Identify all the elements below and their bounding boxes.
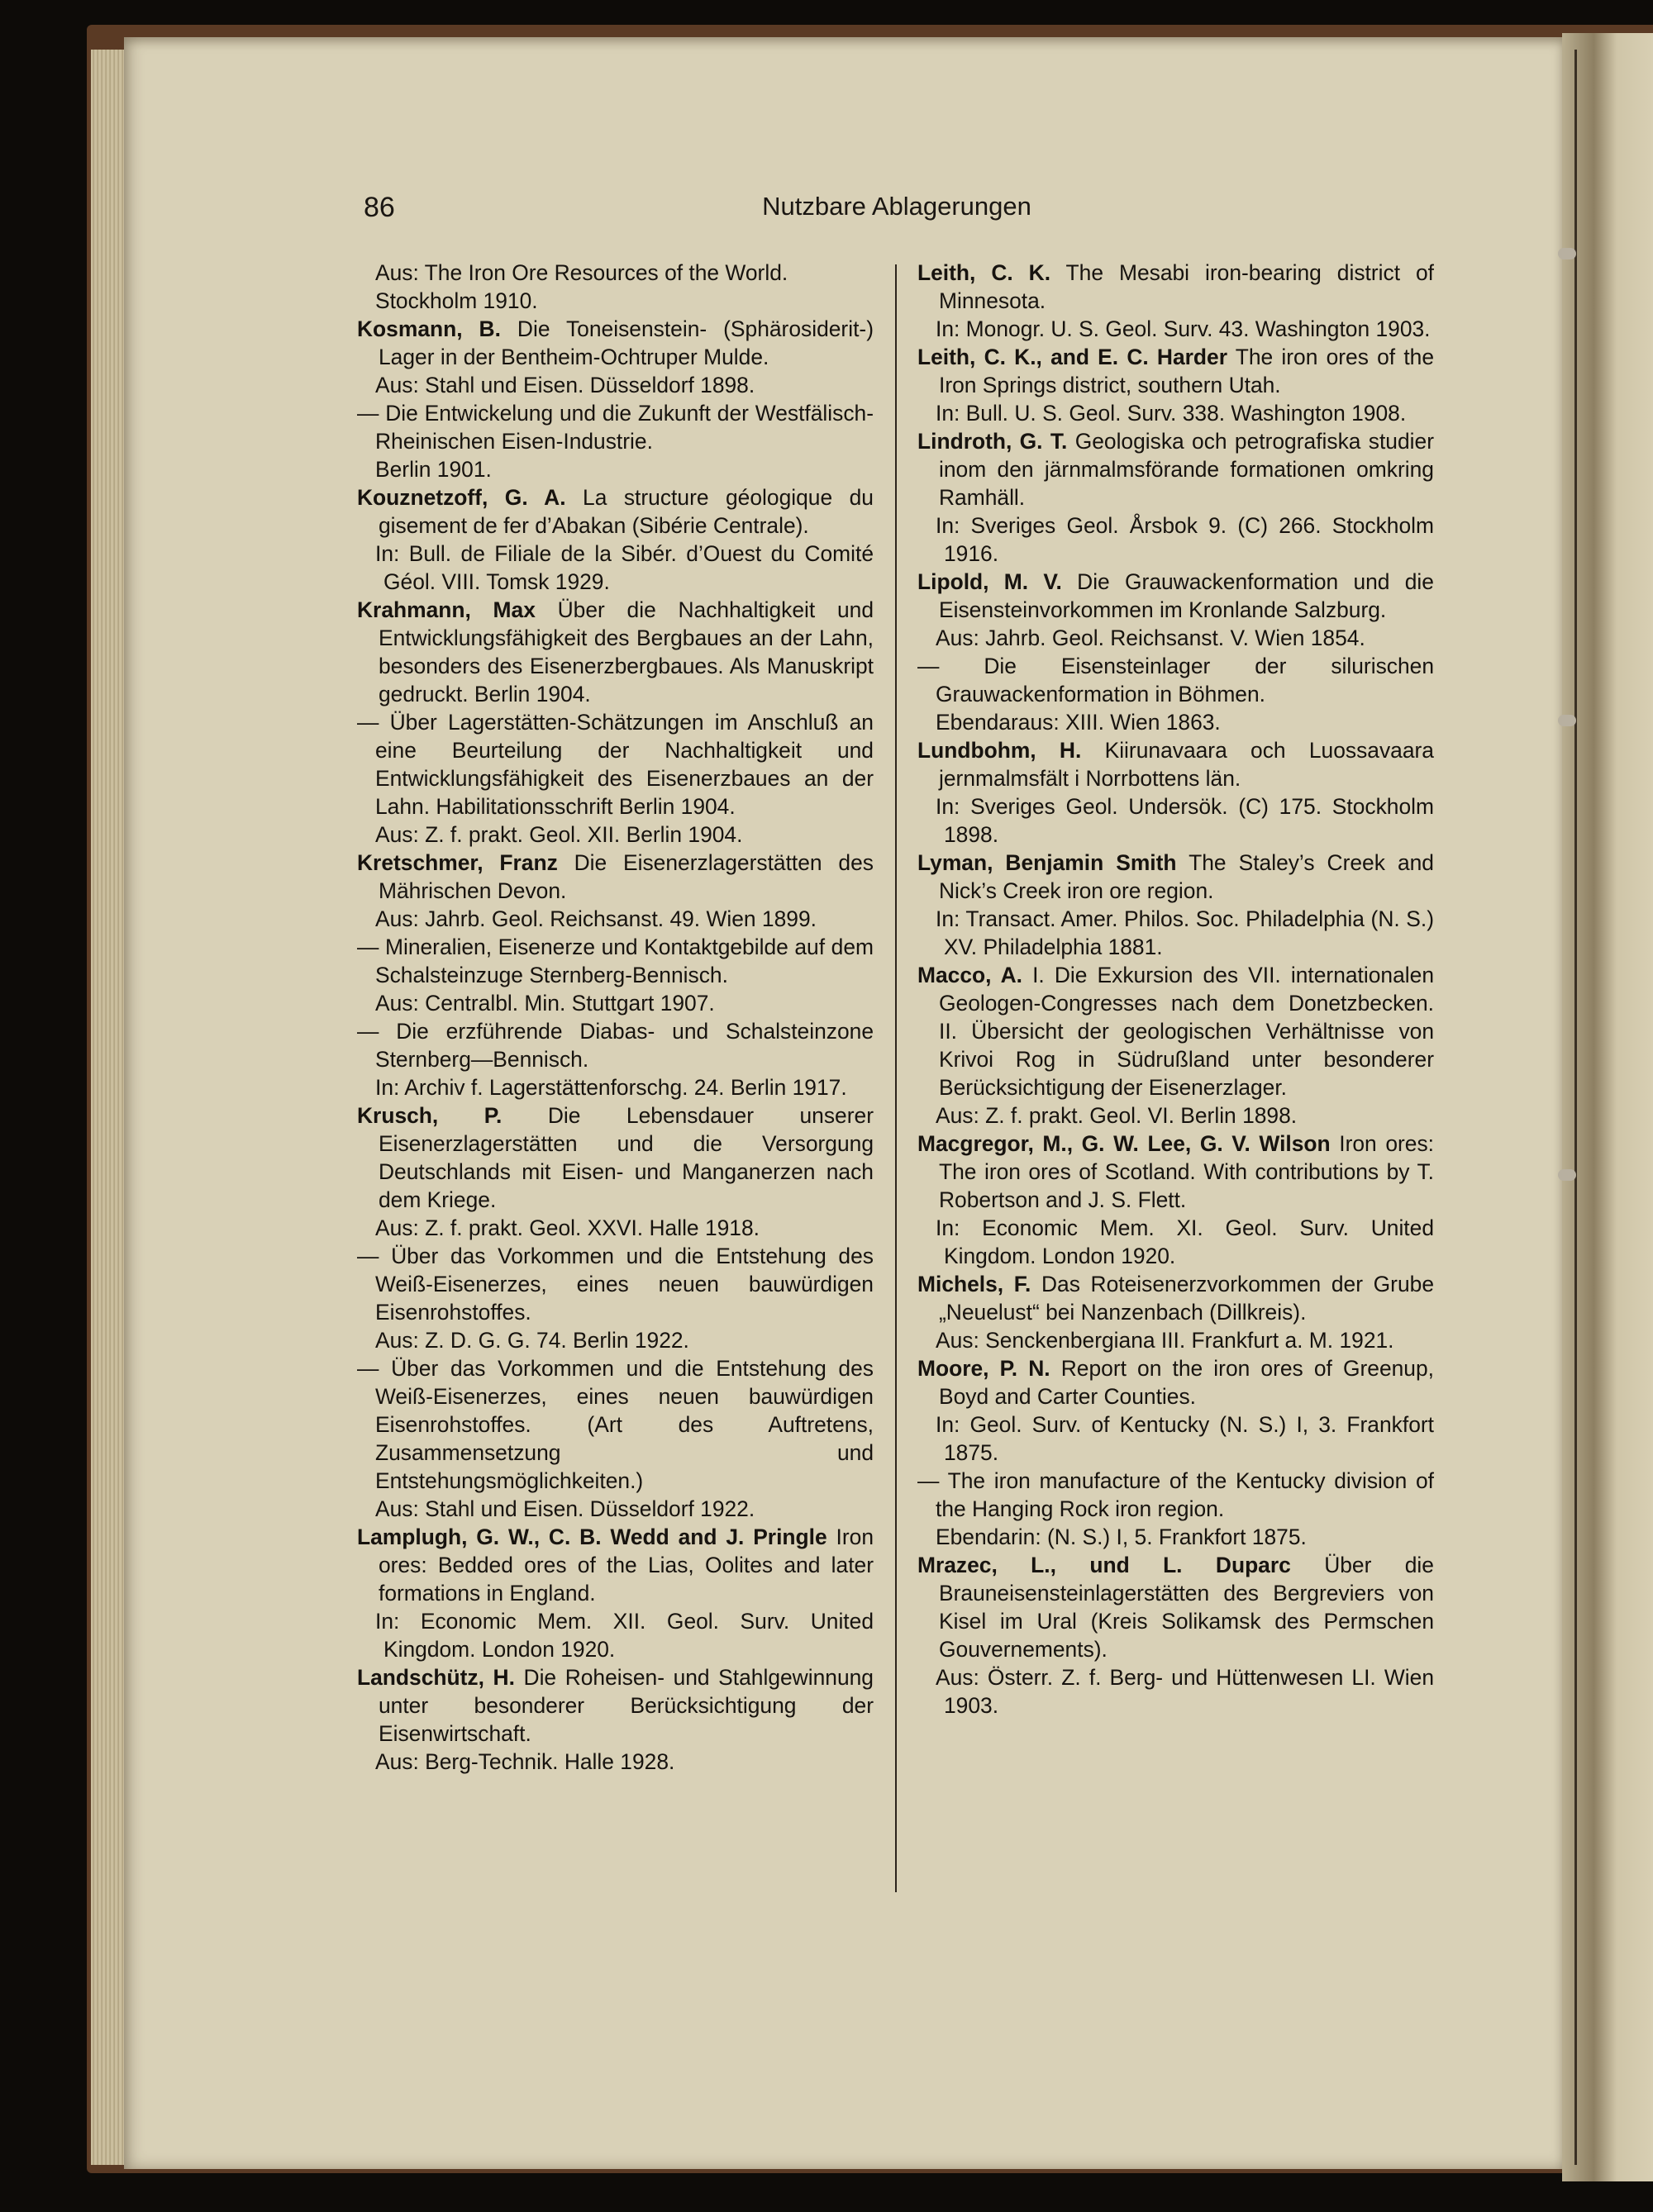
entry-author: Macgregor, M., G. W. Lee, G. V. Wilson <box>917 1131 1331 1156</box>
entry-source: In: Archiv f. Lagerstättenforschg. 24. Berlin 1917. <box>375 1075 847 1100</box>
bibliography-entry <box>917 1551 1434 1663</box>
entry-title: Die Roheisen- und Stahlgewinnung unter besonderer Berücksichtigung der Eisenwirtschaft. <box>379 1665 874 1746</box>
entry-source: In: Bull. U. S. Geol. Surv. 338. Washington 1908. <box>936 401 1407 426</box>
entry-author: Mrazec, L., und L. Duparc <box>917 1553 1291 1577</box>
entry-source: In: Geol. Surv. of Kentucky (N. S.) I, 3. Frankfort 1875. <box>936 1412 1434 1465</box>
entry-title: Das Roteisenerzvorkommen der Grube „Neuelust“ bei Nanzenbach (Dillkreis). <box>939 1272 1434 1325</box>
entry-source: Aus: Österr. Z. f. Berg- und Hüttenwesen LI. Wien 1903. <box>936 1665 1434 1718</box>
entry-title: Die Lebensdauer unserer Eisenerzlagerstätten und die Versorgung Deutschlands mit Eisen- und Manganerzen nach dem Kriege. <box>379 1103 874 1212</box>
entry-author: Kouznetzoff, G. A. <box>357 485 566 510</box>
entry-author: Landschütz, H. <box>357 1665 515 1690</box>
running-title: Nutzbare Ablagerungen <box>762 192 1031 221</box>
gutter-line <box>1574 50 1577 2165</box>
bibliography-entry <box>917 849 1434 905</box>
entry-title: Geologiska och petrografiska studier inom den järnmalmsförande formationen omkring Ramhäll. <box>939 429 1434 510</box>
entry-source: Aus: Centralbl. Min. Stuttgart 1907. <box>375 991 715 1016</box>
entry-source: Berlin 1901. <box>375 457 492 482</box>
bibliography-entry <box>917 259 1434 315</box>
entry-author: Michels, F. <box>917 1272 1031 1296</box>
entry-author: Lyman, Benjamin Smith <box>917 850 1177 875</box>
entry-source: Aus: Z. f. prakt. Geol. XXVI. Halle 1918. <box>375 1215 760 1240</box>
entry-source: Aus: Jahrb. Geol. Reichsanst. V. Wien 1854. <box>936 626 1365 650</box>
entry-title: Über die Brauneisensteinlagerstätten des Bergreviers von Kisel im Ural (Kreis Solikamsk des Permschen Gouvernements). <box>939 1553 1434 1662</box>
entry-title: Über die Nachhaltigkeit und Entwicklungsfähigkeit des Bergbaues an der Lahn, besonders des Eisenerzbergbaues. Als Manuskript gedruckt. Berlin 1904. <box>379 597 874 706</box>
page-number: 86 <box>364 192 395 223</box>
bibliography-entry <box>357 596 874 708</box>
continuation-entry: — Die erzführende Diabas- und Schalsteinzone Sternberg—Bennisch. <box>357 1019 874 1072</box>
entry-title: Die Toneisenstein- (Sphärosiderit-) Lager in der Bentheim-Ochtruper Mulde. <box>379 316 874 369</box>
bibliography-entry <box>357 1663 874 1748</box>
binding-clip <box>1558 248 1576 259</box>
source-line: Aus: The Iron Ore Resources of the World. <box>375 260 788 285</box>
bibliography-entry <box>917 1130 1434 1214</box>
entry-title: The Mesabi iron-bearing district of Minnesota. <box>939 260 1434 313</box>
bibliography-entry <box>917 427 1434 511</box>
entry-author: Lindroth, G. T. <box>917 429 1068 454</box>
bibliography-entry <box>917 343 1434 399</box>
continuation-entry: — Die Entwickelung und die Zukunft der Westfälisch-Rheinischen Eisen-Industrie. <box>357 401 874 454</box>
page-header <box>364 192 1430 233</box>
entry-author: Kretschmer, Franz <box>357 850 558 875</box>
entry-title: Die Eisenerzlagerstätten des Mährischen Devon. <box>379 850 874 903</box>
entry-source: In: Economic Mem. XI. Geol. Surv. United Kingdom. London 1920. <box>936 1215 1434 1268</box>
entry-source: In: Economic Mem. XII. Geol. Surv. United Kingdom. London 1920. <box>375 1609 874 1662</box>
entry-title: The iron ores of the Iron Springs district, southern Utah. <box>939 345 1435 397</box>
entry-title: Die Grauwackenformation und die Eisensteinvorkommen im Kronlande Salzburg. <box>939 569 1434 622</box>
bibliography-entry <box>917 1270 1434 1326</box>
entry-author: Krahmann, Max <box>357 597 536 622</box>
entry-source: Aus: Z. f. prakt. Geol. XII. Berlin 1904. <box>375 822 743 847</box>
entry-author: Lipold, M. V. <box>917 569 1062 594</box>
bibliography-entry <box>357 1101 874 1214</box>
binding-clip <box>1558 715 1576 726</box>
entry-author: Krusch, P. <box>357 1103 503 1128</box>
entry-title: I. Die Exkursion des VII. internationalen Geologen-Congresses nach dem Donetzbecken. II. Übersicht der geologischen Verhältnisse von Krivoi Rog in Südrußland unter besonderer Berücksichtigung der Eisenerzlager. <box>939 963 1434 1100</box>
bibliography-entry <box>917 1354 1434 1410</box>
entry-title: La structure géologique du gisement de fer d’Abakan (Sibérie Centrale). <box>379 485 874 538</box>
entry-source: Aus: Stahl und Eisen. Düsseldorf 1898. <box>375 373 755 397</box>
continuation-entry: — The iron manufacture of the Kentucky division of the Hanging Rock iron region. <box>917 1468 1434 1521</box>
entry-title: Kiirunavaara och Luossavaara jernmalmsfält i Norrbottens län. <box>939 738 1434 791</box>
entry-source: In: Monogr. U. S. Geol. Surv. 43. Washington 1903. <box>936 316 1431 341</box>
entry-source: Aus: Senckenbergiana III. Frankfurt a. M. 1921. <box>936 1328 1394 1353</box>
bibliography-entry <box>917 568 1434 624</box>
right-column <box>917 259 1434 1720</box>
entry-source: Aus: Jahrb. Geol. Reichsanst. 49. Wien 1899. <box>375 906 817 931</box>
bibliography-entry <box>357 849 874 905</box>
entry-title: Report on the iron ores of Greenup, Boyd and Carter Counties. <box>939 1356 1434 1409</box>
source-line: Stockholm 1910. <box>375 288 538 313</box>
continuation-entry: — Über Lagerstätten-Schätzungen im Anschluß an eine Beurteilung der Nachhaltigkeit und Entwicklungsfähigkeit des Eisenerzbaues an der Lahn. Habilitationsschrift Berlin 1904. <box>357 710 874 819</box>
bibliography-entry <box>917 736 1434 792</box>
entry-author: Leith, C. K., and E. C. Harder <box>917 345 1227 369</box>
entry-source: Aus: Stahl und Eisen. Düsseldorf 1922. <box>375 1496 755 1521</box>
entry-source: Ebendaraus: XIII. Wien 1863. <box>936 710 1221 735</box>
bibliography-entry <box>357 1523 874 1607</box>
continuation-entry: — Mineralien, Eisenerze und Kontaktgebilde auf dem Schalsteinzuge Sternberg-Bennisch. <box>357 935 874 987</box>
entry-source <box>357 259 874 315</box>
entry-source: Aus: Berg-Technik. Halle 1928. <box>375 1749 675 1774</box>
entry-source: Aus: Z. D. G. G. 74. Berlin 1922. <box>375 1328 689 1353</box>
entry-author: Kosmann, B. <box>357 316 501 341</box>
bibliography-entry <box>357 483 874 540</box>
bibliography-entry <box>357 315 874 371</box>
entry-source: In: Sveriges Geol. Undersök. (C) 175. Stockholm 1898. <box>936 794 1434 847</box>
entry-source: Ebendarin: (N. S.) I, 5. Frankfort 1875. <box>936 1525 1307 1549</box>
entry-author: Moore, P. N. <box>917 1356 1050 1381</box>
entry-source: In: Transact. Amer. Philos. Soc. Philadelphia (N. S.) XV. Philadelphia 1881. <box>936 906 1434 959</box>
continuation-entry: — Die Eisensteinlager der silurischen Grauwackenformation in Böhmen. <box>917 654 1434 706</box>
entry-author: Lundbohm, H. <box>917 738 1082 763</box>
left-column <box>357 259 874 1776</box>
entry-author: Leith, C. K. <box>917 260 1051 285</box>
bibliography-entry <box>917 961 1434 1101</box>
entry-source: In: Bull. de Filiale de la Sibér. d’Ouest du Comité Géol. VIII. Tomsk 1929. <box>375 541 874 594</box>
column-rule <box>895 264 897 1892</box>
binding-clip <box>1558 1169 1576 1181</box>
entry-title: Iron ores: The iron ores of Scotland. With contributions by T. Robertson and J. S. Flett. <box>939 1131 1434 1212</box>
entry-author: Macco, A. <box>917 963 1022 987</box>
entry-title: Iron ores: Bedded ores of the Lias, Oolites and later formations in England. <box>379 1525 874 1605</box>
entry-author: Lamplugh, G. W., C. B. Wedd and J. Pringle <box>357 1525 827 1549</box>
continuation-entry: — Über das Vorkommen und die Entstehung des Weiß-Eisenerzes, eines neuen bauwürdigen Eisenrohstoffes. (Art des Auftretens, Zusammensetzung und Entstehungsmöglichkeiten.) <box>357 1356 874 1493</box>
continuation-entry: — Über das Vorkommen und die Entstehung des Weiß-Eisenerzes, eines neuen bauwürdigen Eisenrohstoffes. <box>357 1244 874 1325</box>
entry-source: In: Sveriges Geol. Årsbok 9. (C) 266. Stockholm 1916. <box>936 513 1434 566</box>
entry-source: Aus: Z. f. prakt. Geol. VI. Berlin 1898. <box>936 1103 1298 1128</box>
entry-title: The Staley’s Creek and Nick’s Creek iron ore region. <box>939 850 1434 903</box>
